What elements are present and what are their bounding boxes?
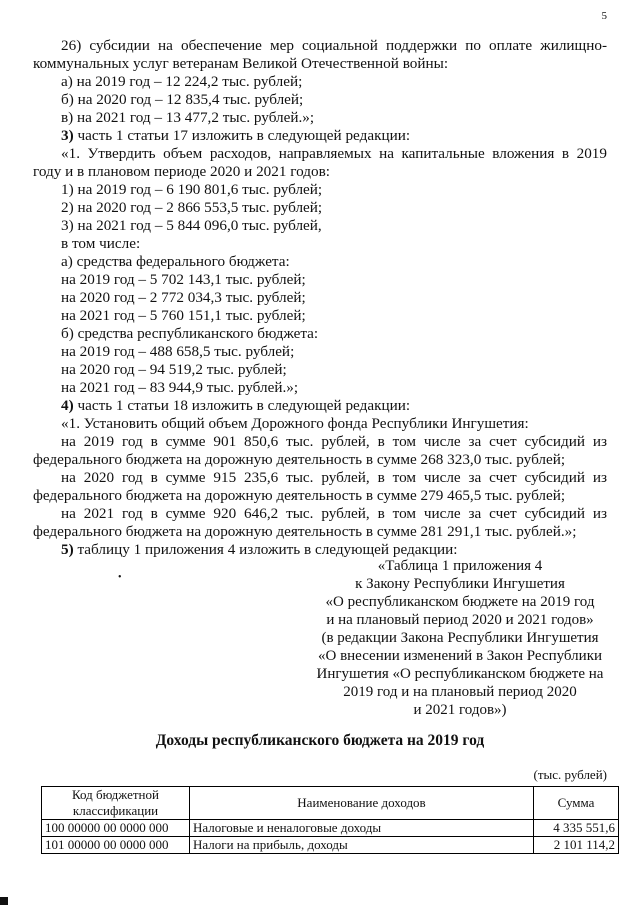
line-text: федерального бюджета на дорожную деятельность в сумме 279 465,5 тыс. рублей; bbox=[33, 487, 566, 504]
text-line bbox=[33, 163, 607, 181]
line-text: году и в плановом периоде 2020 и 2021 годов: bbox=[33, 163, 330, 180]
cell-name: Налоговые и неналоговые доходы bbox=[190, 820, 534, 837]
header-code: Код бюджетной классификации bbox=[42, 787, 190, 820]
line-text: федерального бюджета на дорожную деятельность в сумме 268 323,0 тыс. рублей; bbox=[33, 451, 566, 468]
approval-line: «О внесении изменений в Закон Республики bbox=[317, 648, 603, 664]
cell-sum: 4 335 551,6 bbox=[534, 820, 619, 837]
line-text: 2) на 2020 год – 2 866 553,5 тыс. рублей; bbox=[61, 199, 323, 216]
text-line bbox=[61, 91, 607, 109]
cell-name: Налоги на прибыль, доходы bbox=[190, 837, 534, 854]
text-line bbox=[61, 73, 607, 91]
line-text: 1) на 2019 год – 6 190 801,6 тыс. рублей; bbox=[61, 181, 323, 198]
approval-line: (в редакции Закона Республики Ингушетия bbox=[321, 630, 599, 646]
approval-line: «О республиканском бюджете на 2019 год bbox=[325, 594, 595, 610]
line-text: б) средства республиканского бюджета: bbox=[61, 325, 319, 342]
text-line bbox=[33, 55, 607, 73]
line-text: а) средства федерального бюджета: bbox=[61, 253, 290, 270]
item-number: 3) bbox=[61, 127, 74, 144]
table-title: Доходы республиканского бюджета на 2019 год bbox=[155, 732, 485, 749]
text-line bbox=[61, 181, 607, 199]
income-table bbox=[41, 786, 619, 854]
cell-sum: 2 101 114,2 bbox=[534, 837, 619, 854]
line-text: федерального бюджета на дорожную деятельность в сумме 281 291,1 тыс. рублей.»; bbox=[33, 523, 577, 540]
text-line bbox=[61, 505, 607, 523]
text-line bbox=[61, 433, 607, 451]
item-number: 5) bbox=[61, 541, 74, 558]
line-text: б) на 2020 год – 12 835,4 тыс. рублей; bbox=[61, 91, 304, 108]
cell-code: 100 00000 00 0000 000 bbox=[42, 820, 190, 837]
text-line bbox=[61, 289, 607, 307]
page-number: 5 bbox=[601, 10, 607, 22]
table-header-row bbox=[42, 787, 619, 820]
text-line bbox=[61, 217, 607, 235]
approval-line: и на плановый период 2020 и 2021 годов» bbox=[326, 612, 594, 628]
line-text: на 2021 год – 5 760 151,1 тыс. рублей; bbox=[61, 307, 306, 324]
text-line bbox=[61, 109, 607, 127]
scan-edge-mark bbox=[0, 897, 8, 905]
text-line bbox=[61, 397, 607, 415]
line-text: на 2019 год – 5 702 143,1 тыс. рублей; bbox=[61, 271, 306, 288]
text-line bbox=[61, 253, 607, 271]
line-text: в) на 2021 год – 13 477,2 тыс. рублей.»; bbox=[61, 109, 315, 126]
header-name: Наименование доходов bbox=[190, 787, 534, 820]
approval-line: и 2021 годов») bbox=[413, 702, 507, 718]
line-text: таблицу 1 приложения 4 изложить в следующей редакции: bbox=[73, 541, 458, 558]
item-number: 4) bbox=[61, 397, 74, 414]
text-line bbox=[61, 271, 607, 289]
line-text: часть 1 статьи 17 изложить в следующей редакции: bbox=[73, 127, 411, 144]
line-text: в том числе: bbox=[61, 235, 141, 252]
line-text: на 2021 год – 83 944,9 тыс. рублей.»; bbox=[61, 379, 299, 396]
line-text: на 2020 год в сумме 915 235,6 тыс. рублей, в том числе за счет субсидий из bbox=[61, 469, 607, 486]
text-line bbox=[33, 487, 607, 505]
line-text: на 2019 год – 488 658,5 тыс. рублей; bbox=[61, 343, 295, 360]
text-line bbox=[61, 37, 607, 55]
text-line bbox=[33, 451, 607, 469]
line-text: на 2020 год – 94 519,2 тыс. рублей; bbox=[61, 361, 287, 378]
text-line bbox=[33, 523, 607, 541]
approval-line: Ингушетия «О республиканском бюджете на bbox=[316, 666, 604, 682]
text-line bbox=[61, 199, 607, 217]
text-line bbox=[61, 415, 607, 433]
text-line bbox=[61, 145, 607, 163]
approval-line: «Таблица 1 приложения 4 bbox=[377, 558, 543, 574]
line-text: «1. Установить общий объем Дорожного фонда Республики Ингушетия: bbox=[61, 415, 529, 432]
text-line bbox=[61, 325, 607, 343]
line-text: а) на 2019 год – 12 224,2 тыс. рублей; bbox=[61, 73, 303, 90]
text-line bbox=[61, 379, 607, 397]
approval-line: 2019 год и на плановый период 2020 bbox=[343, 684, 577, 700]
line-text: на 2019 год в сумме 901 850,6 тыс. рублей, в том числе за счет субсидий из bbox=[61, 433, 607, 450]
text-line bbox=[61, 235, 607, 253]
line-text: 26) субсидии на обеспечение мер социальной поддержки по оплате жилищно- bbox=[61, 37, 607, 54]
approval-line: к Закону Республики Ингушетия bbox=[355, 576, 565, 592]
text-line bbox=[61, 127, 607, 145]
line-text: на 2021 год в сумме 920 646,2 тыс. рублей, в том числе за счет субсидий из bbox=[61, 505, 607, 522]
text-line bbox=[61, 343, 607, 361]
line-text: на 2020 год – 2 772 034,3 тыс. рублей; bbox=[61, 289, 306, 306]
header-sum: Сумма bbox=[534, 787, 619, 820]
line-text: «1. Утвердить объем расходов, направляемых на капитальные вложения в 2019 bbox=[61, 145, 607, 162]
text-line bbox=[61, 307, 607, 325]
line-text: 3) на 2021 год – 5 844 096,0 тыс. рублей, bbox=[61, 217, 322, 234]
table-row bbox=[42, 820, 619, 837]
line-text: коммунальных услуг ветеранам Великой Отечественной войны: bbox=[33, 55, 449, 72]
units-label: (тыс. рублей) bbox=[533, 767, 607, 782]
table-row bbox=[42, 837, 619, 854]
cell-code: 101 00000 00 0000 000 bbox=[42, 837, 190, 854]
text-line bbox=[61, 469, 607, 487]
stray-dot: • bbox=[118, 572, 122, 583]
text-line bbox=[61, 361, 607, 379]
line-text: часть 1 статьи 18 изложить в следующей редакции: bbox=[73, 397, 411, 414]
